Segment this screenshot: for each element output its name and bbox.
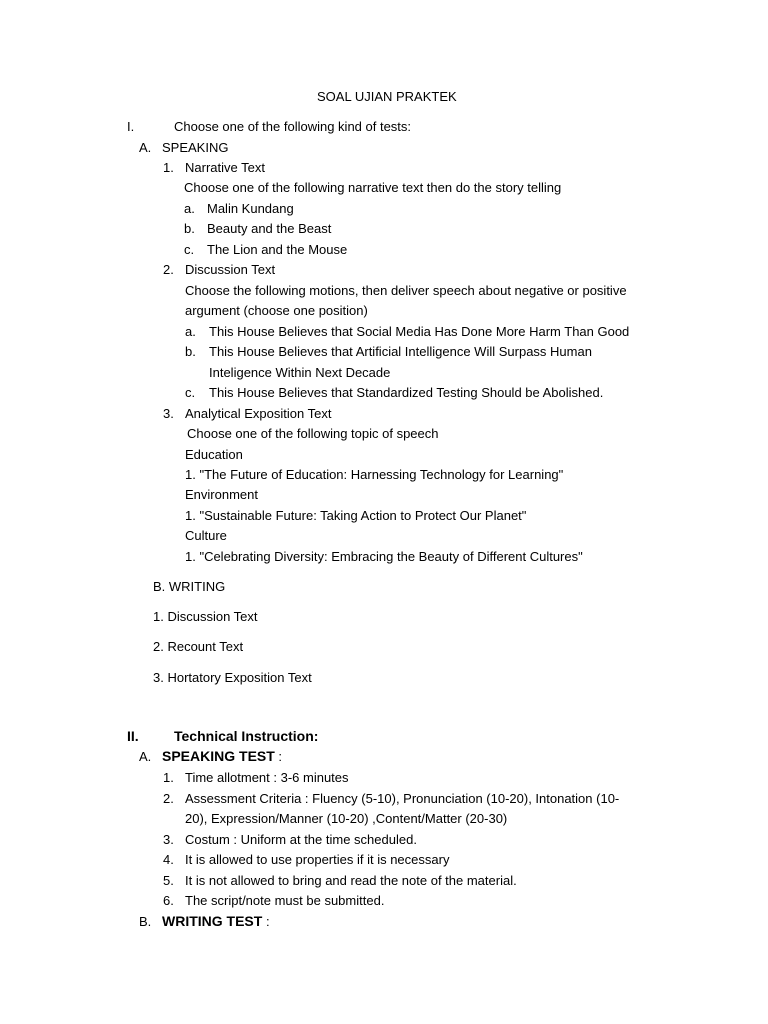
discussion-instruction: Choose the following motions, then deliver speech about negative or positive xyxy=(185,283,627,298)
speaking-test-item-1-number: 1. xyxy=(163,770,174,785)
discussion-item-c-letter: c. xyxy=(185,385,196,400)
narrative-item-c: The Lion and the Mouse xyxy=(207,242,348,257)
speaking-letter: A. xyxy=(139,140,152,155)
narrative-item-b: Beauty and the Beast xyxy=(207,221,332,236)
speaking-test-item-3-number: 3. xyxy=(163,832,174,847)
writing-test-colon: : xyxy=(262,914,270,929)
speaking-test-item-1: Time allotment : 3-6 minutes xyxy=(185,770,349,785)
narrative-item-a-letter: a. xyxy=(184,201,195,216)
writing-label: B. WRITING xyxy=(153,579,226,594)
discussion-item-b-letter: b. xyxy=(185,344,196,359)
speaking-test-letter: A. xyxy=(139,749,152,764)
narrative-item-c-letter: c. xyxy=(184,242,195,257)
topic-category-culture: Culture xyxy=(185,528,227,543)
topic-category-education: Education xyxy=(185,447,243,462)
narrative-instruction: Choose one of the following narrative text then do the story telling xyxy=(184,180,562,195)
narrative-number: 1. xyxy=(163,160,174,175)
analytical-instruction: Choose one of the following topic of speech xyxy=(187,426,439,441)
analytical-number: 3. xyxy=(163,406,174,421)
discussion-item-c: This House Believes that Standardized Testing Should be Abolished. xyxy=(209,385,604,400)
speaking-test-colon: : xyxy=(274,749,283,764)
speaking-label: SPEAKING xyxy=(162,140,229,155)
speaking-test-item-3: Costum : Uniform at the time scheduled. xyxy=(185,832,417,847)
speaking-test-item-4-number: 4. xyxy=(163,852,174,867)
topic-item-environment: 1. "Sustainable Future: Taking Action to Protect Our Planet" xyxy=(185,508,527,523)
topic-item-culture: 1. "Celebrating Diversity: Embracing the Beauty of Different Cultures" xyxy=(185,549,583,564)
writing-test-letter: B. xyxy=(139,914,152,929)
narrative-item-b-letter: b. xyxy=(184,221,195,236)
writing-test-title: WRITING TEST xyxy=(162,913,263,929)
topic-category-environment: Environment xyxy=(185,487,258,502)
discussion-item-b-cont: Inteligence Within Next Decade xyxy=(209,365,391,380)
discussion-item-a-letter: a. xyxy=(185,324,196,339)
page-title: SOAL UJIAN PRAKTEK xyxy=(317,89,457,104)
speaking-test-item-2-number: 2. xyxy=(163,791,174,806)
writing-item-1: 1. Discussion Text xyxy=(153,609,258,624)
narrative-label: Narrative Text xyxy=(185,160,265,175)
section-2-heading: Technical Instruction: xyxy=(174,728,319,744)
discussion-label: Discussion Text xyxy=(185,262,276,277)
speaking-test-item-6: The script/note must be submitted. xyxy=(185,893,385,908)
section-1-number: I. xyxy=(127,119,135,134)
writing-test-label xyxy=(162,912,270,931)
speaking-test-title: SPEAKING TEST xyxy=(162,748,275,764)
speaking-test-label xyxy=(162,747,282,766)
topic-item-education: 1. "The Future of Education: Harnessing Technology for Learning" xyxy=(185,467,564,482)
narrative-item-a: Malin Kundang xyxy=(207,201,294,216)
writing-item-3: 3. Hortatory Exposition Text xyxy=(153,670,312,685)
speaking-test-item-2-cont: 20), Expression/Manner (10-20) ,Content/Matter (20-30) xyxy=(185,811,508,826)
discussion-instruction-cont: argument (choose one position) xyxy=(185,303,368,318)
section-2-number: II. xyxy=(127,728,139,744)
speaking-test-item-6-number: 6. xyxy=(163,893,174,908)
speaking-test-item-4: It is allowed to use properties if it is necessary xyxy=(185,852,450,867)
section-1-heading: Choose one of the following kind of tests: xyxy=(174,119,412,134)
speaking-test-item-5-number: 5. xyxy=(163,873,174,888)
discussion-number: 2. xyxy=(163,262,174,277)
discussion-item-a: This House Believes that Social Media Has Done More Harm Than Good xyxy=(209,324,630,339)
analytical-label: Analytical Exposition Text xyxy=(185,406,332,421)
speaking-test-item-5: It is not allowed to bring and read the note of the material. xyxy=(185,873,517,888)
speaking-test-item-2: Assessment Criteria : Fluency (5-10), Pronunciation (10-20), Intonation (10- xyxy=(185,791,620,806)
writing-item-2: 2. Recount Text xyxy=(153,639,244,654)
discussion-item-b: This House Believes that Artificial Intelligence Will Surpass Human xyxy=(209,344,592,359)
